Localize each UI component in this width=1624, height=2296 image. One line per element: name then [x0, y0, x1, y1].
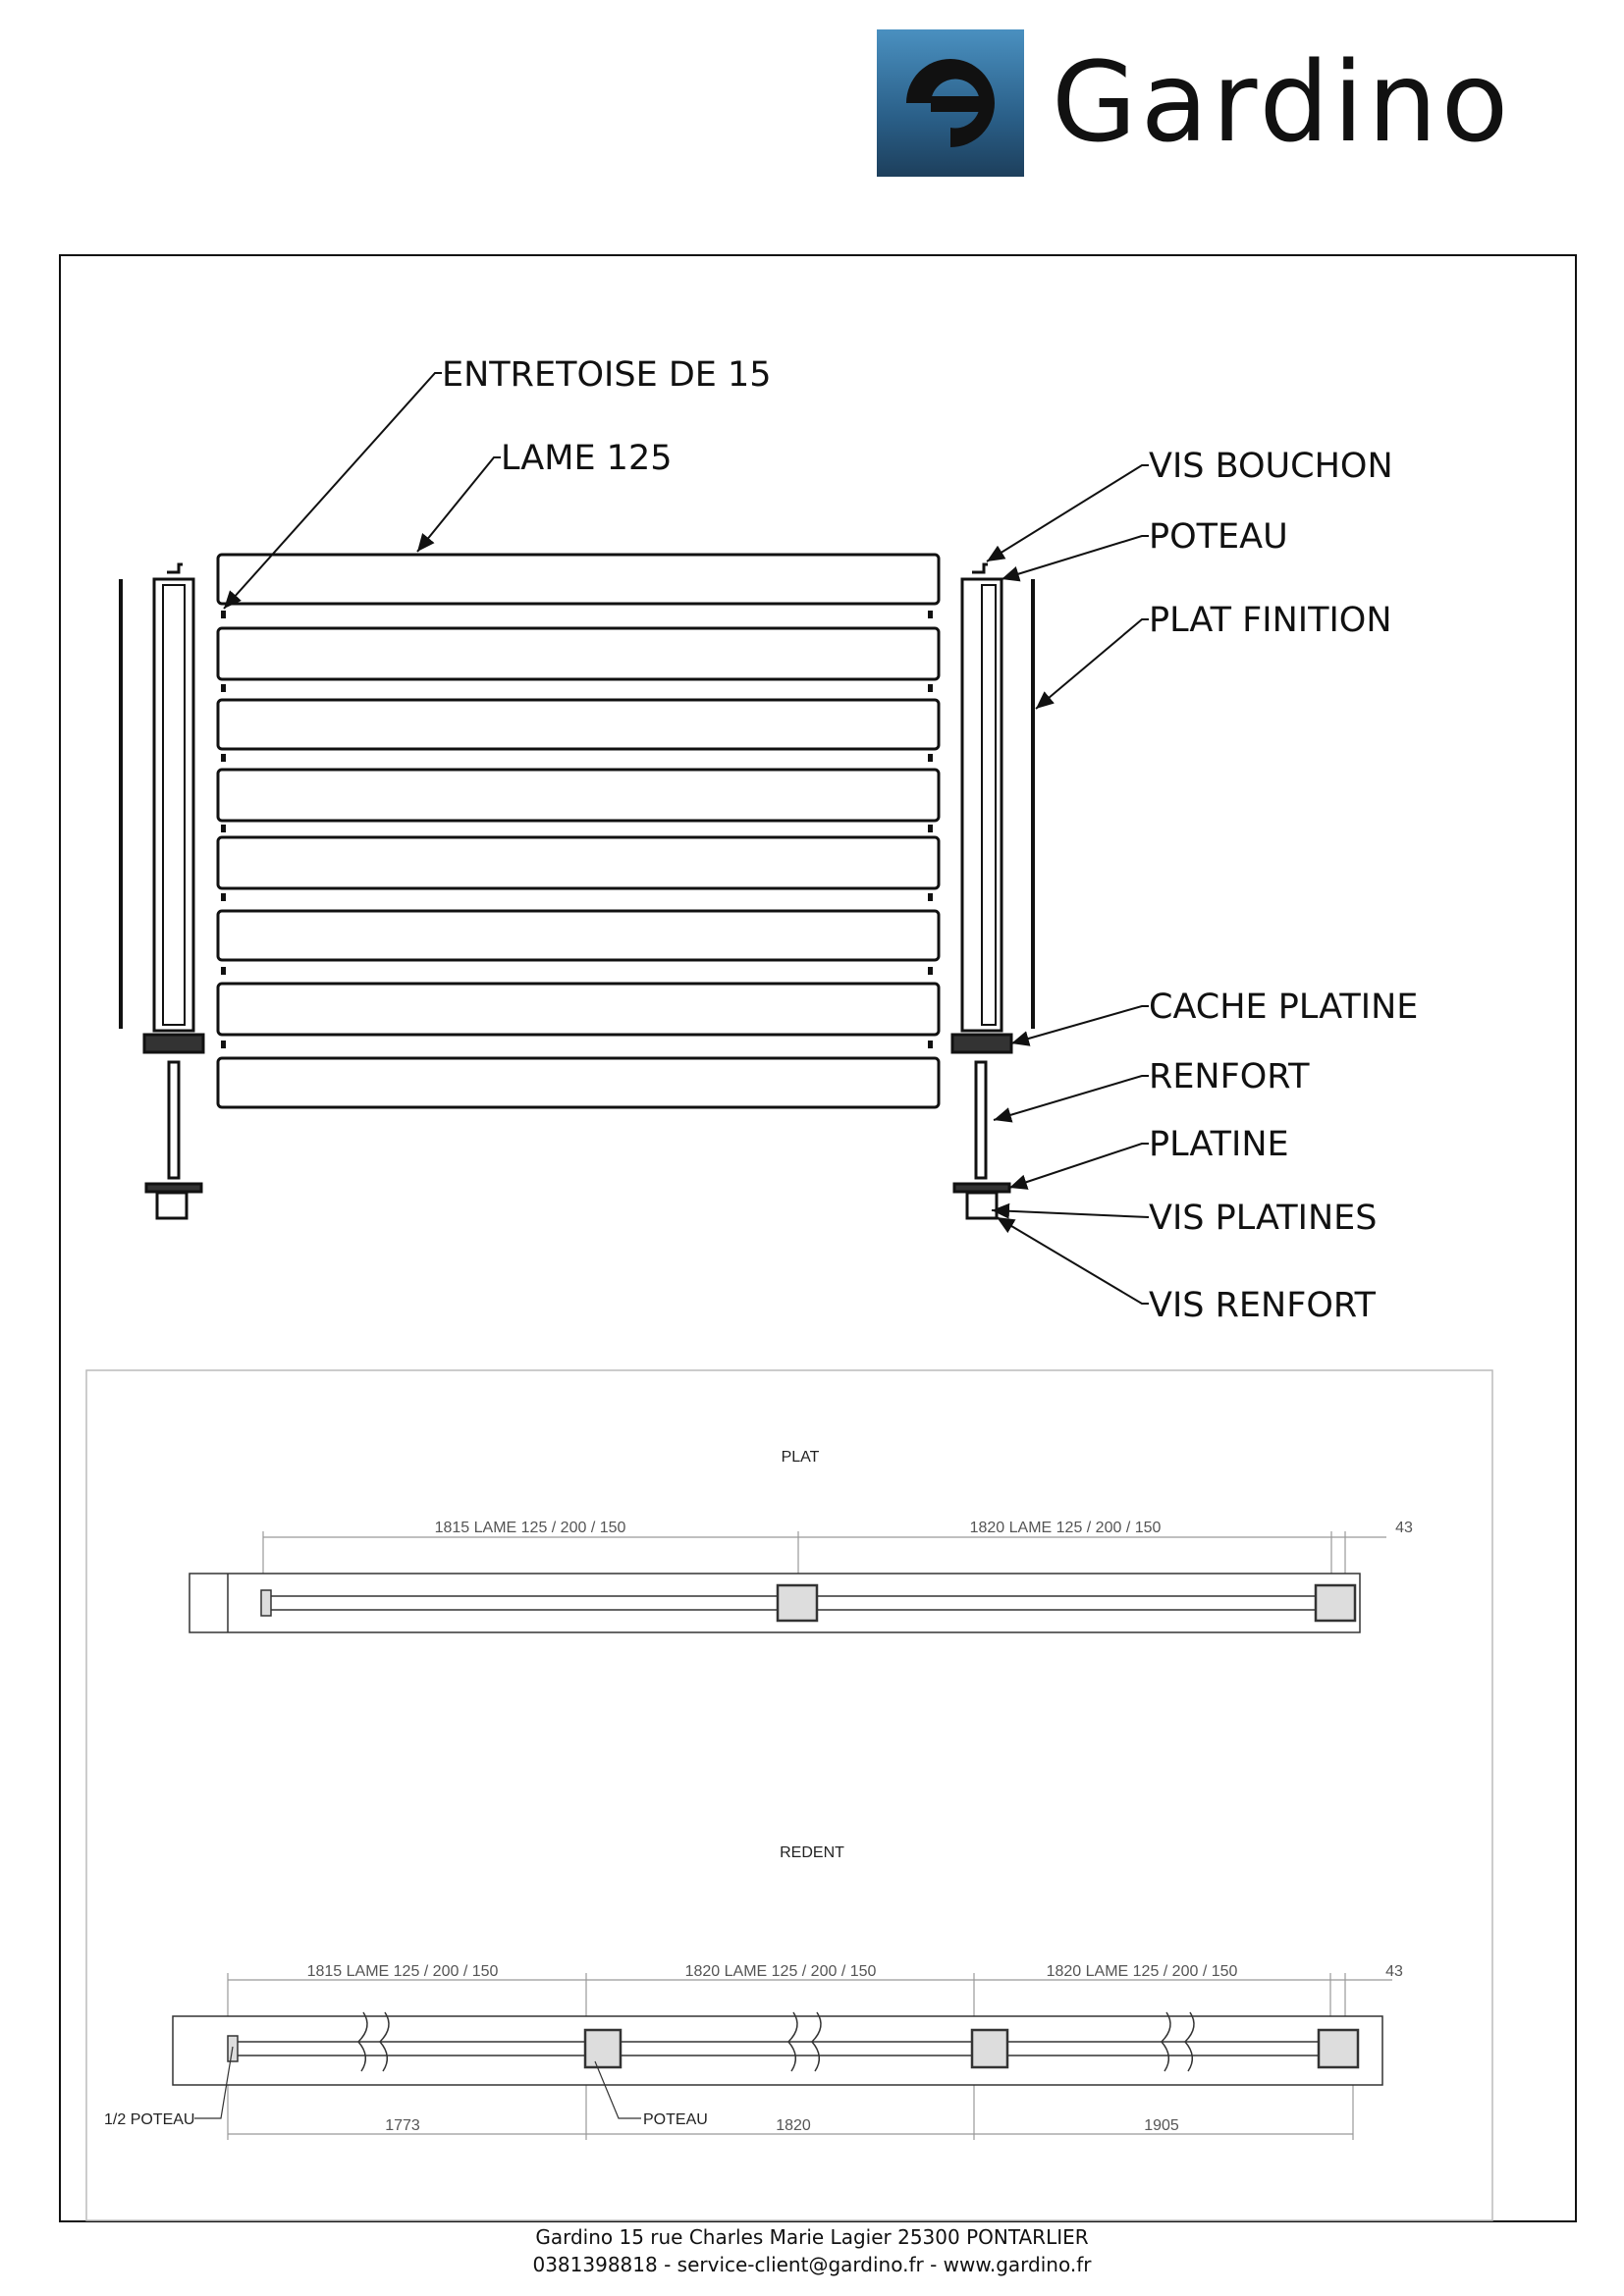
left-post — [121, 564, 203, 1218]
redent-top-dim-4: 43 — [1385, 1963, 1403, 1980]
slat — [218, 911, 939, 960]
footer-address: Gardino 15 rue Charles Marie Lagier 25300 PONTARLIER — [535, 2225, 1089, 2249]
plat-dim-1: 1815 LAME 125 / 200 / 150 — [434, 1520, 626, 1536]
label-vis-renfort: VIS RENFORT — [1149, 1286, 1377, 1325]
plat-dim-2: 1820 LAME 125 / 200 / 150 — [969, 1520, 1162, 1536]
redent-top-dim-3: 1820 LAME 125 / 200 / 150 — [1046, 1963, 1238, 1980]
label-poteau: POTEAU — [1149, 517, 1288, 557]
slat — [218, 700, 939, 749]
redent-top-dim-2: 1820 LAME 125 / 200 / 150 — [684, 1963, 877, 1980]
label-half-post: 1/2 POTEAU — [104, 2111, 195, 2128]
brand-name: Gardino — [1052, 39, 1513, 167]
slat — [218, 770, 939, 821]
slat — [218, 555, 939, 604]
redent-bot-dim-1: 1773 — [385, 2117, 420, 2134]
right-post — [952, 564, 1033, 1218]
label-post: POTEAU — [643, 2111, 708, 2128]
plat-plan — [189, 1574, 1360, 1632]
slat — [218, 628, 939, 679]
label-entretoise: ENTRETOISE DE 15 — [442, 355, 772, 395]
redent-title: REDENT — [780, 1844, 844, 1861]
plat-title: PLAT — [781, 1449, 820, 1466]
label-plat-finition: PLAT FINITION — [1149, 601, 1392, 640]
slats — [218, 555, 939, 1107]
plan-sheet — [86, 1370, 1492, 2220]
footer-contact: 0381398818 - service-client@gardino.fr - www.gardino.fr — [532, 2253, 1092, 2276]
redent-bot-dim-2: 1820 — [776, 2117, 811, 2134]
slat — [218, 984, 939, 1035]
label-lame: LAME 125 — [501, 439, 673, 478]
slat — [218, 1058, 939, 1107]
label-platine: PLATINE — [1149, 1125, 1289, 1164]
redent-plan — [173, 2016, 1382, 2085]
label-renfort: RENFORT — [1149, 1057, 1310, 1096]
redent-top-dim-1: 1815 LAME 125 / 200 / 150 — [306, 1963, 499, 1980]
label-cache-platine: CACHE PLATINE — [1149, 988, 1419, 1027]
label-vis-platines: VIS PLATINES — [1149, 1199, 1378, 1238]
label-vis-bouchon: VIS BOUCHON — [1149, 447, 1393, 486]
redent-bot-dim-3: 1905 — [1144, 2117, 1179, 2134]
slat — [218, 837, 939, 888]
plat-dim-3: 43 — [1395, 1520, 1413, 1536]
